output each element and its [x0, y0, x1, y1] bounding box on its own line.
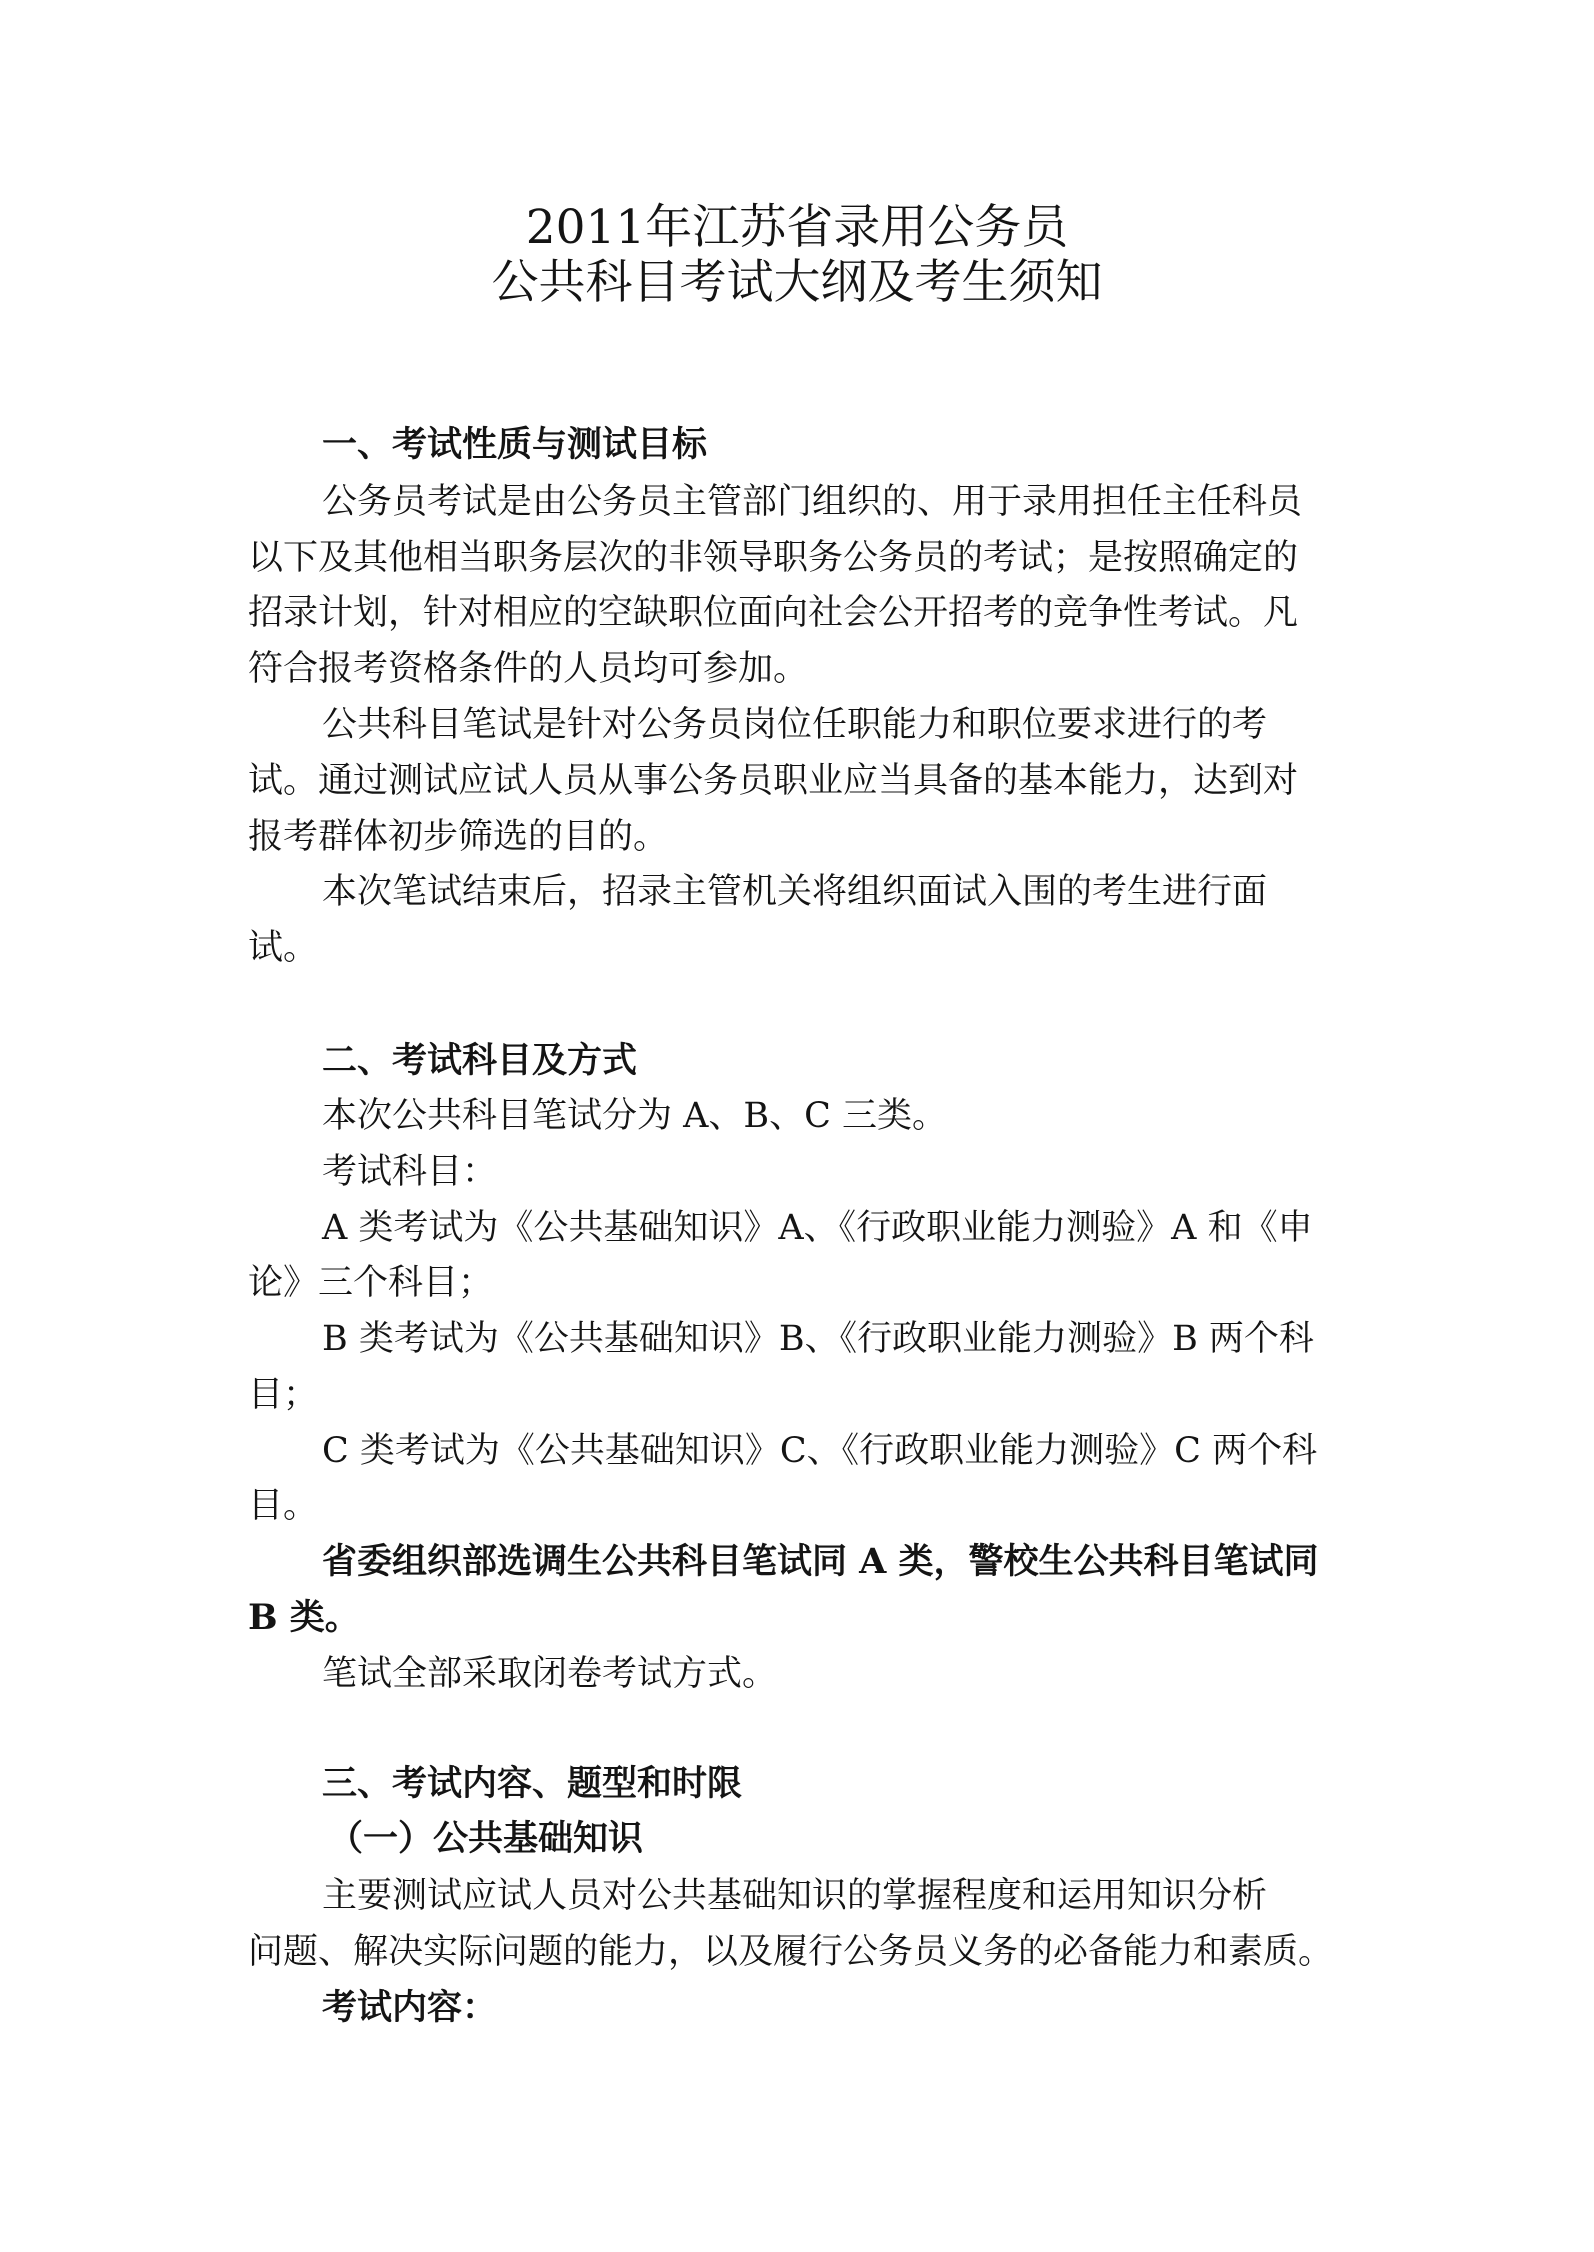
paragraph-line: A 类考试为《公共基础知识》A、《行政职业能力测验》A 和《申 — [322, 1208, 1313, 1248]
paragraph-line: 招录计划，针对相应的空缺职位面向社会公开招考的竞争性考试。凡 — [248, 593, 1299, 633]
section-1-heading: 一、考试性质与测试目标 — [322, 425, 708, 465]
section-3-heading: 三、考试内容、题型和时限 — [322, 1764, 743, 1804]
paragraph-line: 目。 — [248, 1486, 319, 1526]
paragraph-line: 主要测试应试人员对公共基础知识的掌握程度和运用知识分析 — [322, 1876, 1268, 1916]
paragraph-line: 公务员考试是由公务员主管部门组织的、用于录用担任主任科员 — [322, 482, 1303, 522]
paragraph-line: 本次公共科目笔试分为 A、B、C 三类。 — [322, 1096, 948, 1136]
paragraph-line: 试。 — [248, 928, 319, 968]
paragraph-line: 目； — [248, 1375, 319, 1415]
paragraph-line: 公共科目笔试是针对公务员岗位任职能力和职位要求进行的考 — [322, 705, 1268, 745]
paragraph-line: C 类考试为《公共基础知识》C、《行政职业能力测验》C 两个科 — [322, 1431, 1318, 1471]
document-title-line-2: 公共科目考试大纲及考生须知 — [491, 255, 1103, 310]
paragraph-line: 试。通过测试应试人员从事公务员职业应当具备的基本能力，达到对 — [248, 761, 1299, 801]
paragraph-line: B 类考试为《公共基础知识》B、《行政职业能力测验》B 两个科 — [322, 1319, 1314, 1359]
content-label: 考试内容： — [322, 1988, 498, 2028]
section-2-heading: 二、考试科目及方式 — [322, 1041, 638, 1081]
paragraph-line: 本次笔试结束后，招录主管机关将组织面试入围的考生进行面 — [322, 872, 1268, 912]
paragraph-line: 笔试全部采取闭卷考试方式。 — [322, 1654, 778, 1694]
paragraph-line: 以下及其他相当职务层次的非领导职务公务员的考试；是按照确定的 — [248, 538, 1299, 578]
subsection-heading: （一）公共基础知识 — [328, 1819, 644, 1859]
paragraph-line: 符合报考资格条件的人员均可参加。 — [248, 649, 809, 689]
paragraph-line: 报考群体初步筛选的目的。 — [248, 817, 669, 857]
paragraph-line: 考试科目： — [322, 1152, 498, 1192]
emphasized-paragraph-line: B 类。 — [248, 1597, 360, 1638]
emphasized-paragraph-line: 省委组织部选调生公共科目笔试同 A 类，警校生公共科目笔试同 — [322, 1541, 1319, 1582]
document-title-line-1: 2011年江苏省录用公务员 — [525, 200, 1069, 255]
paragraph-line: 论》三个科目； — [248, 1263, 494, 1303]
paragraph-line: 问题、解决实际问题的能力，以及履行公务员义务的必备能力和素质。 — [248, 1932, 1334, 1972]
